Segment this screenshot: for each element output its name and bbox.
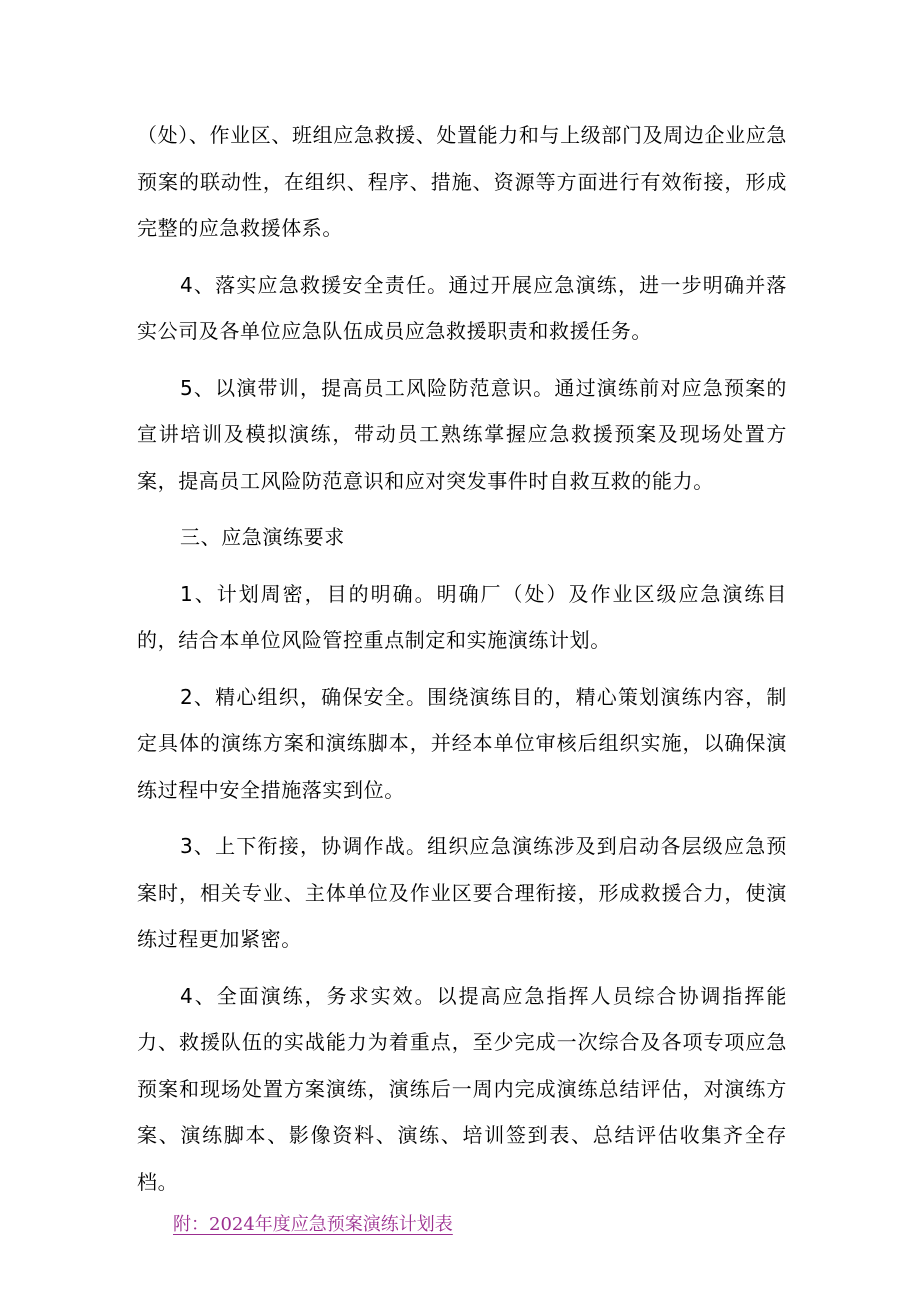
paragraph-requirement-1: 1、计划周密，目的明确。明确厂（处）及作业区级应急演练目的，结合本单位风险管控重点制定和实施演练计划。 <box>137 581 787 652</box>
paragraph-item-5-training: 5、以演带训，提高员工风险防范意识。通过演练前对应急预案的宣讲培训及模拟演练，带动员工熟练掌握应急救援预案及现场处置方案，提高员工风险防范意识和应对突发事件时自救互救的能力。 <box>137 375 787 493</box>
paragraph-requirement-3: 3、上下衔接，协调作战。组织应急演练涉及到启动各层级应急预案时，相关专业、主体单位及作业区要合理衔接，形成救援合力，使演练过程更加紧密。 <box>137 834 787 951</box>
document-body <box>137 112 787 1240</box>
paragraph-requirement-4: 4、全面演练，务求实效。以提高应急指挥人员综合协调指挥能力、救援队伍的实战能力为着重点，至少完成一次综合及各项专项应急预案和现场处置方案演练，演练后一周内完成演练总结评估，对演练方案、演练脚本、影像资料、演练、培训签到表、总结评估收集齐全存档。 <box>137 983 787 1194</box>
paragraph-continuation: （处）、作业区、班组应急救援、处置能力和与上级部门及周边企业应急预案的联动性，在组织、程序、措施、资源等方面进行有效衔接，形成完整的应急救援体系。 <box>137 123 787 240</box>
paragraph-requirement-2: 2、精心组织，确保安全。围绕演练目的，精心策划演练内容，制定具体的演练方案和演练脚本，并经本单位审核后组织实施，以确保演练过程中安全措施落实到位。 <box>137 684 787 802</box>
section-heading-requirements: 三、应急演练要求 <box>180 525 345 549</box>
paragraph-item-4-responsibility: 4、落实应急救援安全责任。通过开展应急演练，进一步明确并落实公司及各单位应急队伍成员应急救援职责和救援任务。 <box>137 272 787 343</box>
appendix-link[interactable]: 附：2024年度应急预案演练计划表 <box>173 1214 453 1235</box>
